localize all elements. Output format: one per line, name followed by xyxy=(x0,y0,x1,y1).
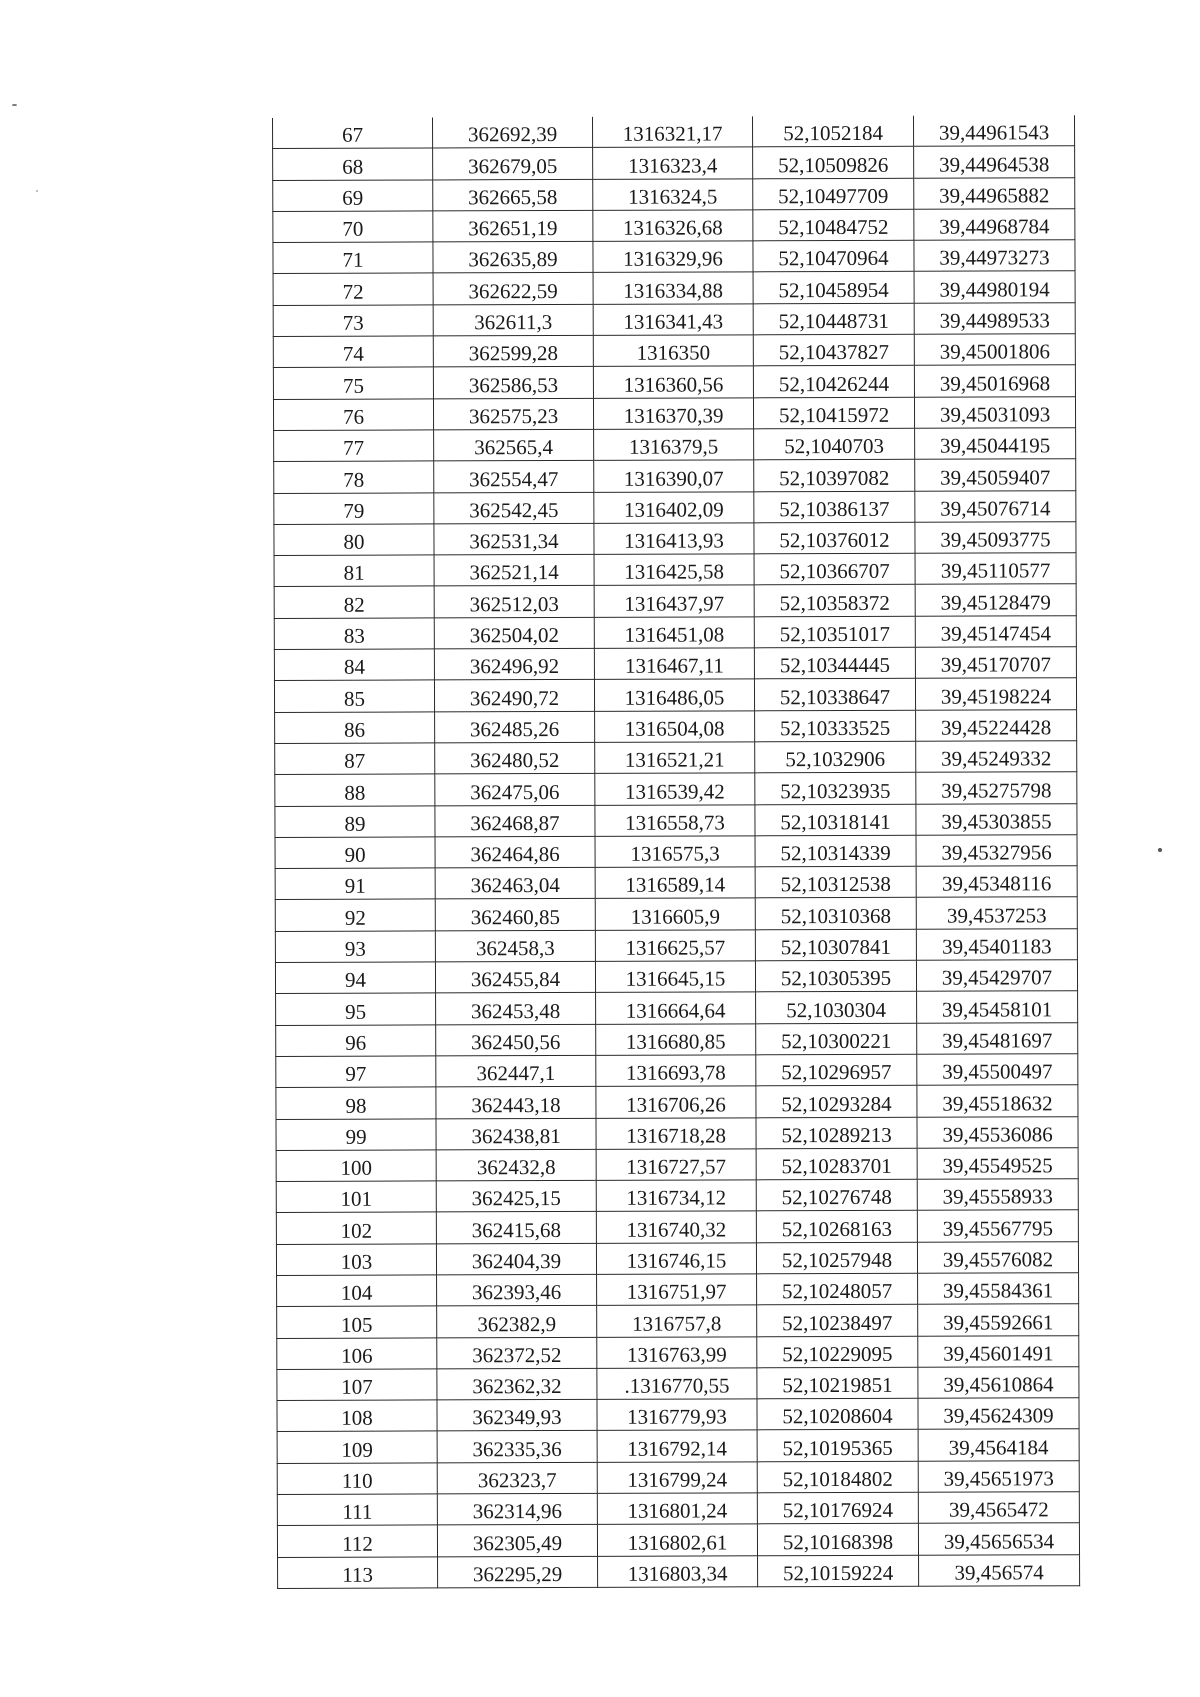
latitude-cell: 52,10238497 xyxy=(757,1305,918,1337)
longitude-cell: 39,44980194 xyxy=(914,271,1075,303)
point-number-cell: 92 xyxy=(275,899,435,931)
scan-speck xyxy=(12,104,17,106)
point-number-cell: 91 xyxy=(275,868,435,900)
point-number-cell: 98 xyxy=(276,1087,436,1119)
longitude-cell: 39,456574 xyxy=(919,1554,1080,1586)
x-coordinate-cell: 362679,05 xyxy=(433,148,593,180)
point-number-cell: 103 xyxy=(276,1244,436,1276)
x-coordinate-cell: 362480,52 xyxy=(435,742,595,774)
y-coordinate-cell: 1316802,61 xyxy=(597,1524,757,1556)
x-coordinate-cell: 362458,3 xyxy=(435,930,595,962)
longitude-cell: 39,45518632 xyxy=(917,1085,1078,1117)
coordinates-table xyxy=(272,115,1080,1589)
point-number-cell: 80 xyxy=(274,524,434,556)
y-coordinate-cell: 1316757,8 xyxy=(597,1305,757,1337)
x-coordinate-cell: 362415,68 xyxy=(436,1212,596,1244)
latitude-cell: 52,10289213 xyxy=(756,1117,917,1149)
point-number-cell: 73 xyxy=(273,305,433,337)
table-row xyxy=(276,1022,1078,1056)
point-number-cell: 77 xyxy=(274,430,434,462)
y-coordinate-cell: 1316402,09 xyxy=(594,491,754,523)
y-coordinate-cell: 1316605,9 xyxy=(595,898,755,930)
point-number-cell: 69 xyxy=(273,180,433,212)
longitude-cell: 39,45224428 xyxy=(916,709,1077,741)
point-number-cell: 101 xyxy=(276,1181,436,1213)
x-coordinate-cell: 362443,18 xyxy=(436,1087,596,1119)
y-coordinate-cell: 1316370,39 xyxy=(593,397,753,429)
x-coordinate-cell: 362404,39 xyxy=(436,1243,596,1275)
point-number-cell: 105 xyxy=(277,1306,437,1338)
y-coordinate-cell: 1316625,57 xyxy=(595,930,755,962)
longitude-cell: 39,44965882 xyxy=(914,177,1075,209)
x-coordinate-cell: 362453,48 xyxy=(436,993,596,1025)
longitude-cell: 39,45624309 xyxy=(918,1398,1079,1430)
longitude-cell: 39,45275798 xyxy=(916,772,1077,804)
x-coordinate-cell: 362425,15 xyxy=(436,1180,596,1212)
latitude-cell: 52,1032906 xyxy=(755,741,916,773)
longitude-cell: 39,45110577 xyxy=(915,553,1076,585)
point-number-cell: 84 xyxy=(274,649,434,681)
point-number-cell: 89 xyxy=(275,805,435,837)
latitude-cell: 52,10296957 xyxy=(756,1054,917,1086)
point-number-cell: 108 xyxy=(277,1400,437,1432)
latitude-cell: 52,10229095 xyxy=(757,1336,918,1368)
longitude-cell: 39,45549525 xyxy=(917,1147,1078,1179)
y-coordinate-cell: 1316575,3 xyxy=(595,836,755,868)
x-coordinate-cell: 362692,39 xyxy=(432,117,592,148)
latitude-cell: 52,10351017 xyxy=(754,616,915,648)
x-coordinate-cell: 362314,96 xyxy=(437,1493,597,1525)
x-coordinate-cell: 362455,84 xyxy=(435,961,595,993)
y-coordinate-cell: 1316360,56 xyxy=(593,366,753,398)
point-number-cell: 79 xyxy=(274,492,434,524)
table-row xyxy=(273,396,1075,430)
x-coordinate-cell: 362295,29 xyxy=(438,1556,598,1588)
latitude-cell: 52,10276748 xyxy=(756,1179,917,1211)
table-row xyxy=(275,960,1077,994)
latitude-cell: 52,10358372 xyxy=(754,585,915,617)
latitude-cell: 52,10386137 xyxy=(754,491,915,523)
x-coordinate-cell: 362490,72 xyxy=(434,680,594,712)
latitude-cell: 52,1030304 xyxy=(756,992,917,1024)
y-coordinate-cell: 1316323,4 xyxy=(593,147,753,179)
longitude-cell: 39,45128479 xyxy=(915,584,1076,616)
table-row xyxy=(277,1429,1079,1463)
y-coordinate-cell: 1316645,15 xyxy=(595,961,755,993)
latitude-cell: 52,10338647 xyxy=(754,679,915,711)
latitude-cell: 52,10307841 xyxy=(755,929,916,961)
longitude-cell: 39,45147454 xyxy=(915,615,1076,647)
longitude-cell: 39,44964538 xyxy=(914,146,1075,178)
longitude-cell: 39,45536086 xyxy=(917,1116,1078,1148)
y-coordinate-cell: 1316706,26 xyxy=(596,1086,756,1118)
y-coordinate-cell: 1316746,15 xyxy=(596,1243,756,1275)
x-coordinate-cell: 362542,45 xyxy=(434,492,594,524)
x-coordinate-cell: 362305,49 xyxy=(437,1525,597,1557)
coordinates-table-body xyxy=(273,115,1080,1588)
x-coordinate-cell: 362460,85 xyxy=(435,899,595,931)
x-coordinate-cell: 362611,3 xyxy=(433,304,593,336)
table-row xyxy=(274,459,1076,493)
longitude-cell: 39,45303855 xyxy=(916,803,1077,835)
point-number-cell: 85 xyxy=(274,680,434,712)
longitude-cell: 39,44973273 xyxy=(914,240,1075,272)
longitude-cell: 39,45651973 xyxy=(918,1460,1079,1492)
latitude-cell: 52,10397082 xyxy=(754,460,915,492)
table-row xyxy=(277,1460,1079,1494)
point-number-cell: 94 xyxy=(275,962,435,994)
x-coordinate-cell: 362575,23 xyxy=(433,398,593,430)
latitude-cell: 52,10248057 xyxy=(757,1273,918,1305)
latitude-cell: 52,10333525 xyxy=(755,710,916,742)
point-number-cell: 82 xyxy=(274,586,434,618)
table-row xyxy=(274,584,1076,618)
table-row xyxy=(273,240,1075,274)
point-number-cell: 83 xyxy=(274,618,434,650)
longitude-cell: 39,45601491 xyxy=(918,1335,1079,1367)
table-row xyxy=(274,615,1076,649)
table-row xyxy=(273,334,1075,368)
y-coordinate-cell: 1316779,93 xyxy=(597,1399,757,1431)
longitude-cell: 39,44968784 xyxy=(914,209,1075,241)
point-number-cell: 75 xyxy=(273,367,433,399)
x-coordinate-cell: 362496,92 xyxy=(434,648,594,680)
table-row xyxy=(275,835,1077,869)
latitude-cell: 52,10159224 xyxy=(758,1555,919,1587)
latitude-cell: 52,1052184 xyxy=(752,116,913,147)
table-row xyxy=(278,1554,1080,1588)
x-coordinate-cell: 362504,02 xyxy=(434,617,594,649)
table-row xyxy=(277,1273,1079,1307)
point-number-cell: 93 xyxy=(275,931,435,963)
longitude-cell: 39,4565472 xyxy=(918,1492,1079,1524)
longitude-cell: 39,45059407 xyxy=(915,459,1076,491)
longitude-cell: 39,45249332 xyxy=(916,741,1077,773)
latitude-cell: 52,10208604 xyxy=(757,1398,918,1430)
point-number-cell: 113 xyxy=(278,1557,438,1589)
table-row xyxy=(274,678,1076,712)
longitude-cell: 39,44961543 xyxy=(913,115,1074,146)
point-number-cell: 70 xyxy=(273,211,433,243)
latitude-cell: 52,10458954 xyxy=(753,272,914,304)
y-coordinate-cell: 1316664,64 xyxy=(596,992,756,1024)
y-coordinate-cell: 1316751,97 xyxy=(597,1274,757,1306)
x-coordinate-cell: 362468,87 xyxy=(435,805,595,837)
longitude-cell: 39,45044195 xyxy=(915,428,1076,460)
longitude-cell: 39,45198224 xyxy=(915,678,1076,710)
y-coordinate-cell: 1316539,42 xyxy=(595,773,755,805)
latitude-cell: 52,10323935 xyxy=(755,772,916,804)
y-coordinate-cell: 1316324,5 xyxy=(593,178,753,210)
point-number-cell: 112 xyxy=(277,1525,437,1557)
table-row xyxy=(276,1116,1078,1150)
longitude-cell: 39,44989533 xyxy=(914,302,1075,334)
y-coordinate-cell: 1316437,97 xyxy=(594,585,754,617)
longitude-cell: 39,45170707 xyxy=(915,647,1076,679)
point-number-cell: 67 xyxy=(273,117,433,148)
latitude-cell: 52,10448731 xyxy=(753,303,914,335)
latitude-cell: 52,10168398 xyxy=(757,1524,918,1556)
x-coordinate-cell: 362447,1 xyxy=(436,1055,596,1087)
point-number-cell: 106 xyxy=(277,1338,437,1370)
point-number-cell: 100 xyxy=(276,1150,436,1182)
x-coordinate-cell: 362335,36 xyxy=(437,1431,597,1463)
longitude-cell: 39,45500497 xyxy=(917,1054,1078,1086)
y-coordinate-cell: 1316341,43 xyxy=(593,304,753,336)
x-coordinate-cell: 362485,26 xyxy=(435,711,595,743)
table-row xyxy=(273,302,1075,336)
table-row xyxy=(275,803,1077,837)
point-number-cell: 87 xyxy=(275,743,435,775)
point-number-cell: 104 xyxy=(277,1275,437,1307)
point-number-cell: 111 xyxy=(277,1494,437,1526)
x-coordinate-cell: 362531,34 xyxy=(434,523,594,555)
y-coordinate-cell: 1316727,57 xyxy=(596,1149,756,1181)
table-row xyxy=(273,177,1075,211)
longitude-cell: 39,45093775 xyxy=(915,522,1076,554)
table-row xyxy=(273,146,1075,180)
point-number-cell: 78 xyxy=(274,461,434,493)
x-coordinate-cell: 362450,56 xyxy=(436,1024,596,1056)
latitude-cell: 52,10415972 xyxy=(753,397,914,429)
y-coordinate-cell: 1316326,68 xyxy=(593,210,753,242)
x-coordinate-cell: 362635,89 xyxy=(433,242,593,274)
latitude-cell: 52,10310368 xyxy=(755,898,916,930)
y-coordinate-cell: 1316504,08 xyxy=(595,710,755,742)
x-coordinate-cell: 362362,32 xyxy=(437,1368,597,1400)
table-row xyxy=(277,1398,1079,1432)
latitude-cell: 52,10376012 xyxy=(754,522,915,554)
latitude-cell: 52,10283701 xyxy=(756,1148,917,1180)
y-coordinate-cell: 1316734,12 xyxy=(596,1180,756,1212)
x-coordinate-cell: 362554,47 xyxy=(434,461,594,493)
point-number-cell: 90 xyxy=(275,837,435,869)
longitude-cell: 39,45656534 xyxy=(918,1523,1079,1555)
y-coordinate-cell: 1316379,5 xyxy=(594,429,754,461)
scan-speck xyxy=(1158,848,1162,852)
point-number-cell: 96 xyxy=(276,1025,436,1057)
table-row xyxy=(276,1085,1078,1119)
table-row xyxy=(276,991,1078,1025)
longitude-cell: 39,45327956 xyxy=(916,835,1077,867)
point-number-cell: 71 xyxy=(273,242,433,274)
longitude-cell: 39,45348116 xyxy=(916,866,1077,898)
table-row xyxy=(273,271,1075,305)
table-row xyxy=(275,709,1077,743)
table-row xyxy=(275,741,1077,775)
point-number-cell: 81 xyxy=(274,555,434,587)
x-coordinate-cell: 362586,53 xyxy=(433,367,593,399)
latitude-cell: 52,10509826 xyxy=(753,147,914,179)
x-coordinate-cell: 362323,7 xyxy=(437,1462,597,1494)
table-row xyxy=(274,428,1076,462)
y-coordinate-cell: 1316451,08 xyxy=(594,617,754,649)
y-coordinate-cell: 1316521,21 xyxy=(595,742,755,774)
longitude-cell: 39,45429707 xyxy=(916,960,1077,992)
y-coordinate-cell: 1316321,17 xyxy=(592,116,752,147)
latitude-cell: 52,1040703 xyxy=(754,428,915,460)
longitude-cell: 39,45592661 xyxy=(918,1304,1079,1336)
latitude-cell: 52,10184802 xyxy=(757,1461,918,1493)
latitude-cell: 52,10470964 xyxy=(753,240,914,272)
table-row xyxy=(273,365,1075,399)
y-coordinate-cell: 1316801,24 xyxy=(597,1493,757,1525)
y-coordinate-cell: 1316792,14 xyxy=(597,1430,757,1462)
x-coordinate-cell: 362464,86 xyxy=(435,836,595,868)
x-coordinate-cell: 362599,28 xyxy=(433,335,593,367)
longitude-cell: 39,4537253 xyxy=(916,897,1077,929)
table-row xyxy=(277,1523,1079,1557)
y-coordinate-cell: 1316740,32 xyxy=(596,1211,756,1243)
y-coordinate-cell: 1316486,05 xyxy=(594,679,754,711)
latitude-cell: 52,10366707 xyxy=(754,553,915,585)
longitude-cell: 39,4564184 xyxy=(918,1429,1079,1461)
x-coordinate-cell: 362393,46 xyxy=(437,1274,597,1306)
point-number-cell: 68 xyxy=(273,148,433,180)
table-row xyxy=(276,1054,1078,1088)
point-number-cell: 72 xyxy=(273,273,433,305)
point-number-cell: 97 xyxy=(276,1056,436,1088)
x-coordinate-cell: 362349,93 xyxy=(437,1400,597,1432)
latitude-cell: 52,10300221 xyxy=(756,1023,917,1055)
table-row xyxy=(277,1492,1079,1526)
x-coordinate-cell: 362521,14 xyxy=(434,555,594,587)
table-row xyxy=(276,1210,1078,1244)
y-coordinate-cell: 1316558,73 xyxy=(595,804,755,836)
longitude-cell: 39,45076714 xyxy=(915,490,1076,522)
table-row xyxy=(275,866,1077,900)
latitude-cell: 52,10195365 xyxy=(757,1430,918,1462)
table-row xyxy=(274,490,1076,524)
y-coordinate-cell: 1316425,58 xyxy=(594,554,754,586)
point-number-cell: 88 xyxy=(275,774,435,806)
table-row xyxy=(276,1241,1078,1275)
table-row xyxy=(274,522,1076,556)
latitude-cell: 52,10268163 xyxy=(756,1211,917,1243)
table-row xyxy=(277,1304,1079,1338)
y-coordinate-cell: 1316680,85 xyxy=(596,1023,756,1055)
latitude-cell: 52,10176924 xyxy=(757,1492,918,1524)
latitude-cell: 52,10318141 xyxy=(755,804,916,836)
x-coordinate-cell: 362622,59 xyxy=(433,273,593,305)
latitude-cell: 52,10426244 xyxy=(753,366,914,398)
table-row xyxy=(277,1335,1079,1369)
table-row xyxy=(276,1179,1078,1213)
x-coordinate-cell: 362372,52 xyxy=(437,1337,597,1369)
y-coordinate-cell: 1316763,99 xyxy=(597,1336,757,1368)
y-coordinate-cell: 1316350 xyxy=(593,335,753,367)
point-number-cell: 76 xyxy=(273,399,433,431)
latitude-cell: 52,10257948 xyxy=(756,1242,917,1274)
table-row xyxy=(274,647,1076,681)
x-coordinate-cell: 362382,9 xyxy=(437,1306,597,1338)
longitude-cell: 39,45558933 xyxy=(917,1179,1078,1211)
longitude-cell: 39,45458101 xyxy=(917,991,1078,1023)
y-coordinate-cell: 1316329,96 xyxy=(593,241,753,273)
x-coordinate-cell: 362438,81 xyxy=(436,1118,596,1150)
latitude-cell: 52,10497709 xyxy=(753,178,914,210)
y-coordinate-cell: .1316770,55 xyxy=(597,1368,757,1400)
y-coordinate-cell: 1316589,14 xyxy=(595,867,755,899)
x-coordinate-cell: 362475,06 xyxy=(435,774,595,806)
table-row xyxy=(277,1367,1079,1401)
point-number-cell: 99 xyxy=(276,1118,436,1150)
y-coordinate-cell: 1316334,88 xyxy=(593,272,753,304)
longitude-cell: 39,45481697 xyxy=(917,1022,1078,1054)
point-number-cell: 110 xyxy=(277,1463,437,1495)
y-coordinate-cell: 1316467,11 xyxy=(594,648,754,680)
table-row xyxy=(275,897,1077,931)
point-number-cell: 95 xyxy=(276,993,436,1025)
longitude-cell: 39,45001806 xyxy=(914,334,1075,366)
y-coordinate-cell: 1316718,28 xyxy=(596,1117,756,1149)
scan-speck xyxy=(36,190,38,192)
latitude-cell: 52,10312538 xyxy=(755,866,916,898)
table-row xyxy=(273,115,1075,149)
x-coordinate-cell: 362512,03 xyxy=(434,586,594,618)
point-number-cell: 107 xyxy=(277,1369,437,1401)
latitude-cell: 52,10219851 xyxy=(757,1367,918,1399)
y-coordinate-cell: 1316803,34 xyxy=(598,1555,758,1587)
point-number-cell: 102 xyxy=(276,1212,436,1244)
table-row xyxy=(275,928,1077,962)
latitude-cell: 52,10437827 xyxy=(753,334,914,366)
longitude-cell: 39,45031093 xyxy=(914,396,1075,428)
table-row xyxy=(274,553,1076,587)
point-number-cell: 86 xyxy=(275,712,435,744)
y-coordinate-cell: 1316693,78 xyxy=(596,1055,756,1087)
x-coordinate-cell: 362565,4 xyxy=(434,429,594,461)
latitude-cell: 52,10305395 xyxy=(755,960,916,992)
table-row xyxy=(273,209,1075,243)
x-coordinate-cell: 362651,19 xyxy=(433,210,593,242)
longitude-cell: 39,45584361 xyxy=(918,1273,1079,1305)
y-coordinate-cell: 1316390,07 xyxy=(594,460,754,492)
y-coordinate-cell: 1316413,93 xyxy=(594,523,754,555)
table-row xyxy=(276,1147,1078,1181)
longitude-cell: 39,45567795 xyxy=(917,1210,1078,1242)
y-coordinate-cell: 1316799,24 xyxy=(597,1462,757,1494)
longitude-cell: 39,45401183 xyxy=(916,928,1077,960)
point-number-cell: 74 xyxy=(273,336,433,368)
x-coordinate-cell: 362665,58 xyxy=(433,179,593,211)
point-number-cell: 109 xyxy=(277,1431,437,1463)
latitude-cell: 52,10314339 xyxy=(755,835,916,867)
longitude-cell: 39,45576082 xyxy=(917,1241,1078,1273)
x-coordinate-cell: 362463,04 xyxy=(435,868,595,900)
longitude-cell: 39,45610864 xyxy=(918,1367,1079,1399)
latitude-cell: 52,10344445 xyxy=(754,647,915,679)
x-coordinate-cell: 362432,8 xyxy=(436,1149,596,1181)
longitude-cell: 39,45016968 xyxy=(914,365,1075,397)
table-row xyxy=(275,772,1077,806)
latitude-cell: 52,10293284 xyxy=(756,1085,917,1117)
latitude-cell: 52,10484752 xyxy=(753,209,914,241)
